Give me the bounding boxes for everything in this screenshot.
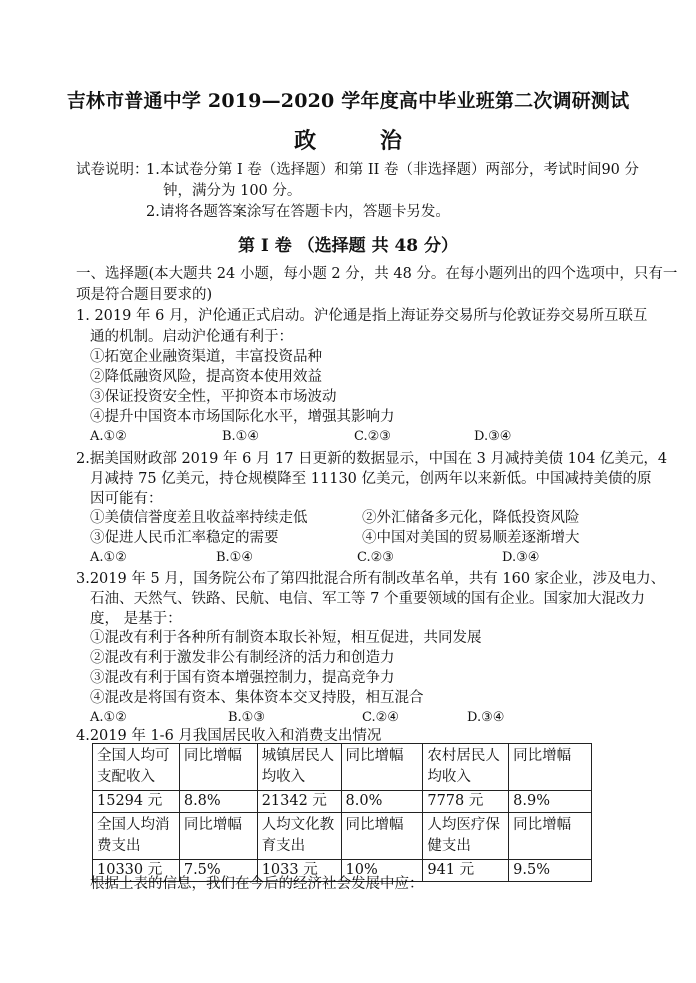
part-intro-line2: 项是符合题目要求的)	[76, 287, 213, 303]
part-intro-line1: 一、选择题(本大题共 24 小题，每小题 2 分，共 48 分。在每小题列出的四个选项中，只有一	[76, 266, 678, 282]
table-cell: 1033 元	[257, 860, 341, 882]
q2-option-d: D.③④	[502, 550, 540, 565]
instructions-item2: 2.请将各题答案涂写在答题卡内，答题卡另发。	[146, 204, 450, 220]
q2-statement-1: ①美债信誉度差且收益率持续走低	[90, 510, 308, 526]
q3-stem-line3: 度， 是基于：	[90, 611, 182, 627]
q3-stem-line2: 石油、天然气、铁路、民航、电信、军工等 7 个重要领域的国有企业。国家加大混改力	[90, 591, 645, 607]
q1-statement-3: ③保证投资安全性，平抑资本市场波动	[90, 389, 337, 405]
table-cell: 941 元	[423, 860, 509, 882]
q2-option-b: B.①④	[216, 550, 253, 565]
q2-option-a: A.①②	[90, 550, 127, 565]
q3-option-d: D.③④	[467, 710, 505, 725]
table-cell: 同比增幅	[509, 813, 592, 860]
q3-statement-2: ②混改有利于激发非公有制经济的活力和创造力	[90, 650, 395, 666]
table-cell: 全国人均可支配收入	[93, 744, 180, 791]
q2-stem-line2: 月减持 75 亿美元，持仓规模降至 11130 亿美元，创两年以来新低。中国减持美债的原	[90, 471, 652, 487]
subject-title: 政 治	[294, 128, 430, 154]
table-row	[93, 813, 592, 860]
table-cell: 7778 元	[423, 791, 509, 813]
exam-title: 吉林市普通中学 2019—2020 学年度高中毕业班第二次调研测试	[66, 90, 630, 112]
table-cell: 8.8%	[179, 791, 257, 813]
q1-option-c: C.②③	[354, 429, 391, 444]
table-cell: 同比增幅	[179, 744, 257, 791]
q2-statement-2: ②外汇储备多元化，降低投资风险	[362, 510, 580, 526]
q2-statement-4: ④中国对美国的贸易顺差逐渐增大	[362, 530, 580, 546]
q1-stem-line1: 1. 2019 年 6 月，沪伦通正式启动。沪伦通是指上海证券交易所与伦敦证券交易所互联互	[76, 308, 648, 324]
table-cell: 城镇居民人均收入	[257, 744, 341, 791]
q3-option-c: C.②④	[362, 710, 399, 725]
q3-statement-3: ③混改有利于国有资本增强控制力，提高竞争力	[90, 670, 395, 686]
table-cell: 10%	[341, 860, 423, 882]
q3-statement-4: ④混改是将国有资本、集体资本交叉持股，相互混合	[90, 690, 424, 706]
instructions-label: 试卷说明：	[76, 162, 149, 178]
table-cell: 21342 元	[257, 791, 341, 813]
q2-option-c: C.②③	[357, 550, 394, 565]
table-cell: 人均医疗保健支出	[423, 813, 509, 860]
q2-statement-3: ③促进人民币汇率稳定的需要	[90, 530, 279, 546]
q1-option-b: B.①④	[222, 429, 259, 444]
income-consumption-table	[92, 743, 592, 882]
table-cell: 全国人均消费支出	[93, 813, 180, 860]
table-cell: 同比增幅	[509, 744, 592, 791]
q3-option-b: B.①③	[228, 710, 265, 725]
q1-statement-2: ②降低融资风险，提高资本使用效益	[90, 369, 322, 385]
q4-after-table: 根据上表的信息，我们在今后的经济社会发展中应：	[90, 876, 424, 892]
q1-option-a: A.①②	[90, 429, 127, 444]
table-row	[93, 791, 592, 813]
q3-stem-line1: 3.2019 年 5 月，国务院公布了第四批混合所有制改革名单，共有 160 家企业，涉及电力、	[76, 571, 666, 587]
q2-stem-line3: 因可能有：	[90, 491, 163, 507]
q2-stem-line1: 2.据美国财政部 2019 年 6 月 17 日更新的数据显示，中国在 3 月减持美债 104 亿美元，4	[76, 451, 668, 467]
q1-statement-4: ④提升中国资本市场国际化水平，增强其影响力	[90, 409, 395, 425]
table-cell: 同比增幅	[179, 813, 257, 860]
q3-statement-1: ①混改有利于各种所有制资本取长补短，相互促进，共同发展	[90, 630, 482, 646]
q1-stem-line2: 通的机制。启动沪伦通有利于：	[90, 329, 293, 345]
instructions-item1-line1: 1.本试卷分第 I 卷（选择题）和第 II 卷（非选择题）两部分，考试时间90 分	[146, 162, 640, 178]
q4-stem: 4.2019 年 1-6 月我国居民收入和消费支出情况	[76, 728, 382, 744]
section-title: 第 I 卷 （选择题 共 48 分）	[237, 236, 459, 256]
table-cell: 8.9%	[509, 791, 592, 813]
table-cell: 同比增幅	[341, 813, 423, 860]
table-cell: 9.5%	[509, 860, 592, 882]
table-cell: 8.0%	[341, 791, 423, 813]
table-cell: 10330 元	[93, 860, 180, 882]
table-cell: 农村居民人均收入	[423, 744, 509, 791]
table-row	[93, 744, 592, 791]
table-cell: 7.5%	[179, 860, 257, 882]
instructions-item1-line2: 钟，满分为 100 分。	[163, 183, 302, 199]
table-cell: 人均文化教育支出	[257, 813, 341, 860]
q1-statement-1: ①拓宽企业融资渠道，丰富投资品种	[90, 349, 322, 365]
table-cell: 15294 元	[93, 791, 180, 813]
q3-option-a: A.①②	[90, 710, 127, 725]
table-cell: 同比增幅	[341, 744, 423, 791]
q1-option-d: D.③④	[474, 429, 512, 444]
